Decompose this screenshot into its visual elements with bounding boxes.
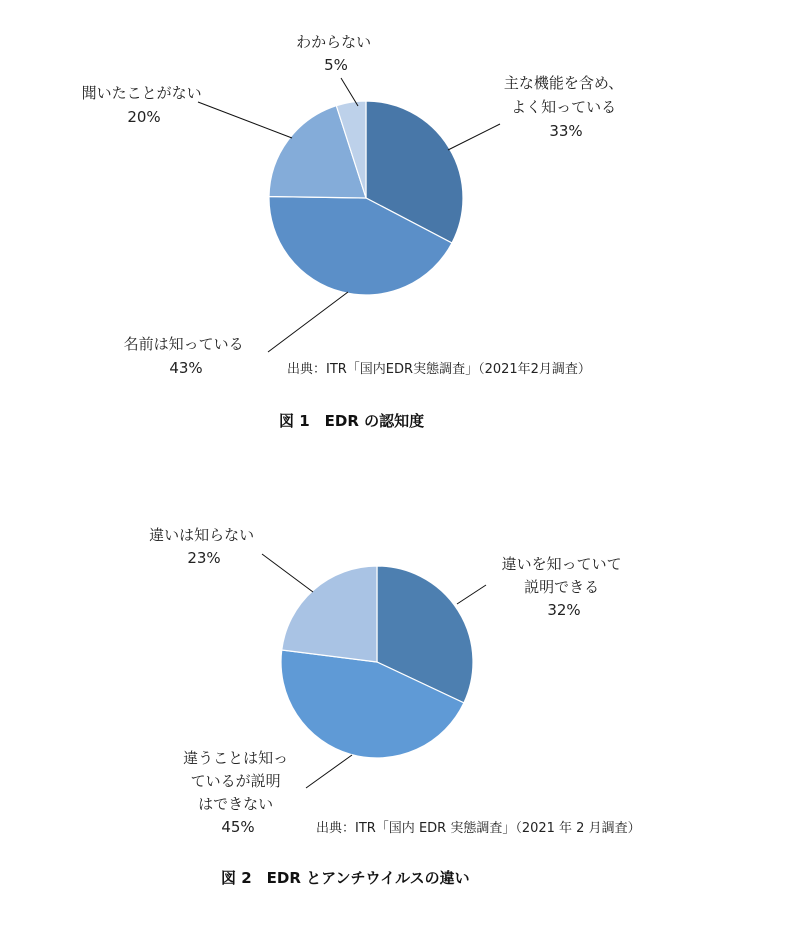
slice-label-c1-s0: 主な機能を含め、 よく知っている 33% bbox=[503, 74, 624, 140]
slice-label-c1-s1: 名前は知っている 43% bbox=[123, 335, 244, 377]
pie-chart-1 bbox=[82, 33, 628, 430]
source-note-1: 出典：ITR「国内EDR実態調査」（2021年2月調査） bbox=[287, 362, 591, 377]
leader-line-c2-s2 bbox=[262, 554, 313, 592]
figure-caption-1: 図 1 EDR の認知度 bbox=[279, 412, 425, 430]
source-note-2: 出典：ITR「国内 EDR 実態調査」（2021 年 2 月調査） bbox=[316, 821, 641, 836]
leader-line-c2-s1 bbox=[306, 755, 352, 788]
slice-label-c2-s2: 違いは知らない 23% bbox=[149, 526, 255, 567]
pie-chart-2 bbox=[149, 526, 640, 887]
slice-label-c1-s3: わからない 5% bbox=[296, 33, 372, 74]
figure-caption-2: 図 2 EDR とアンチウイルスの違い bbox=[221, 869, 470, 887]
pie-slice-c2-s2 bbox=[282, 566, 377, 662]
slice-label-c2-s1: 違うことは知っ ているが説明 はできない 45% bbox=[183, 749, 289, 836]
leader-line-c2-s0 bbox=[457, 585, 486, 604]
slice-label-c1-s2: 聞いたことがない 20% bbox=[81, 84, 202, 126]
slice-label-c2-s0: 違いを知っていて 説明できる 32% bbox=[501, 555, 622, 619]
leader-line-c1-s1 bbox=[268, 292, 348, 352]
leader-line-c1-s2 bbox=[198, 102, 292, 138]
leader-line-c1-s0 bbox=[448, 124, 500, 150]
